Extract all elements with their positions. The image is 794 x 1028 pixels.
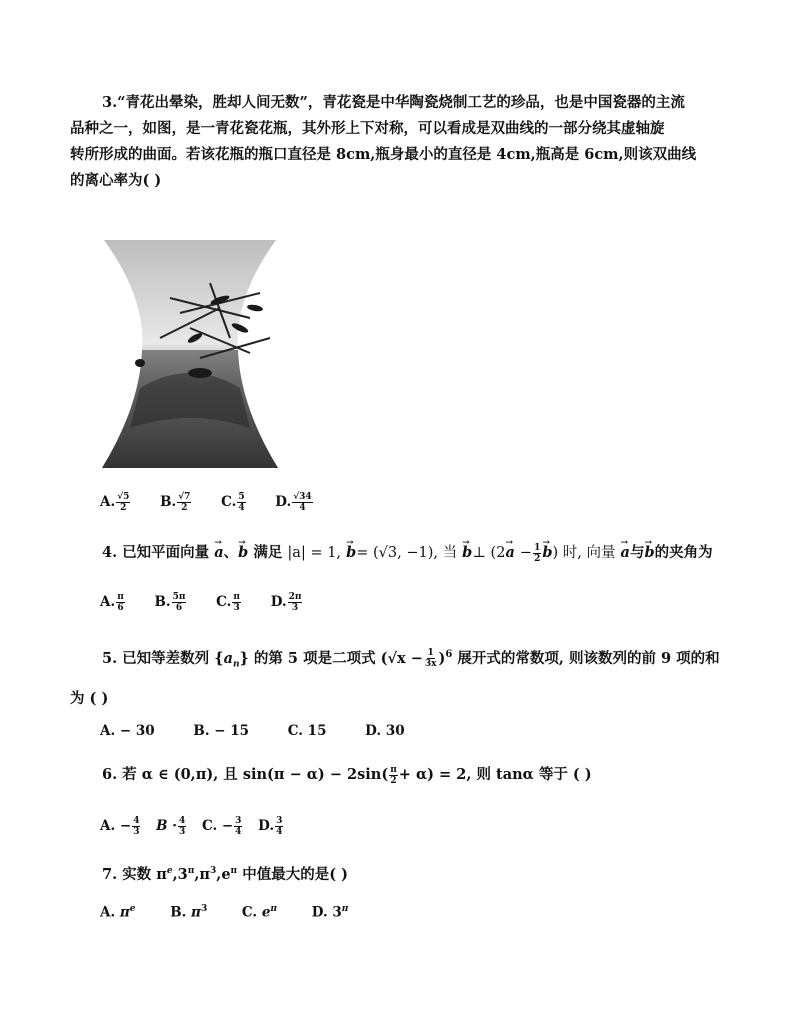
- q4-options: [100, 592, 327, 613]
- q7-option-a[interactable]: A. $\pi^e$: [100, 904, 136, 921]
- q3-line-3: 转所形成的曲面。若该花瓶的瓶口直径是 8cm,瓶身最小的直径是 4cm,瓶高是 6cm,则该双曲线: [70, 146, 697, 163]
- question-7: [70, 858, 730, 888]
- q5-option-d[interactable]: D. 30: [365, 722, 405, 739]
- q5-option-b[interactable]: B. − 15: [193, 722, 250, 739]
- q6-option-c[interactable]: C. − $\frac{3}{4}$: [201, 816, 242, 837]
- q3-line-4: 的离心率为( ): [70, 172, 162, 189]
- q5-line-1: 5. 已知等差数列 $\{a_n\}$ 的第 5 项是二项式 (√x − $\frac{1}{3x}$ )$^6$ 展开式的常数项, 则该数列的前 9 项的和: [102, 648, 720, 670]
- vase-image: [100, 238, 280, 470]
- q7-option-d[interactable]: D. $3^\pi$: [311, 904, 349, 921]
- q5-options: [100, 722, 429, 739]
- q7-line-1: 7. 实数 $\pi^e,3^\pi,\pi^3,e^\pi$ 中值最大的是( ): [102, 865, 348, 883]
- q6-option-d[interactable]: D. $\frac{3}{4}$: [258, 816, 283, 837]
- q6-option-a[interactable]: A. − $\frac{4}{3}$: [100, 816, 140, 837]
- q6-options: [100, 816, 308, 837]
- q5-option-a[interactable]: A. − 30: [100, 722, 155, 739]
- question-4: [70, 540, 730, 566]
- q4-option-c[interactable]: C. $\frac{\pi}{3}$: [216, 592, 240, 613]
- q3-option-b[interactable]: B. $\frac{√7}{2}$: [160, 492, 191, 513]
- q7-option-c[interactable]: C. $e^\pi$: [241, 904, 278, 921]
- q5-line-2: 为 ( ): [70, 689, 109, 707]
- question-6: [70, 762, 730, 788]
- q3-option-d[interactable]: D. $\frac{√34}{4}$: [275, 492, 312, 513]
- question-5: [70, 642, 730, 712]
- question-3: [70, 90, 730, 194]
- q4-line-1: 4. 已知平面向量 → a、→ b 满足 |a| = 1, → b= (√3, −1), 当 → b⊥ (2→ a − $\frac{1}{2}$ → b) 时, 向量 → a与→ b的夹角为: [70, 540, 730, 566]
- q6-option-b[interactable]: B · $\frac{4}{3}$: [156, 816, 186, 837]
- q7-options: [100, 904, 372, 921]
- q3-option-c[interactable]: C. $\frac{5}{4}$: [221, 492, 245, 513]
- q3-line-1: 3.“青花出晕染，胜却人间无数”，青花瓷是中华陶瓷烧制工艺的珍品，也是中国瓷器的主流: [102, 94, 685, 111]
- q7-option-b[interactable]: B. $\pi^3$: [170, 904, 208, 921]
- q3-option-a[interactable]: A. $\frac{√5}{2}$: [100, 492, 130, 513]
- q4-option-a[interactable]: A. $\frac{\pi}{6}$: [100, 592, 124, 613]
- q4-option-b[interactable]: B. $\frac{5\pi}{6}$: [154, 592, 186, 613]
- q6-line-1: 6. 若 α ∈ (0,π), 且 sin(π − α) − 2sin( $\frac{\pi}{2}$ + α) = 2, 则 tanα 等于 ( ): [102, 764, 592, 786]
- q3-options: [100, 492, 338, 513]
- q3-line-2: 品种之一，如图，是一青花瓷花瓶，其外形上下对称，可以看成是双曲线的一部分绕其虚轴旋: [70, 120, 665, 137]
- q5-option-c[interactable]: C. 15: [287, 722, 327, 739]
- q4-option-d[interactable]: D. $\frac{2\pi}{3}$: [270, 592, 302, 613]
